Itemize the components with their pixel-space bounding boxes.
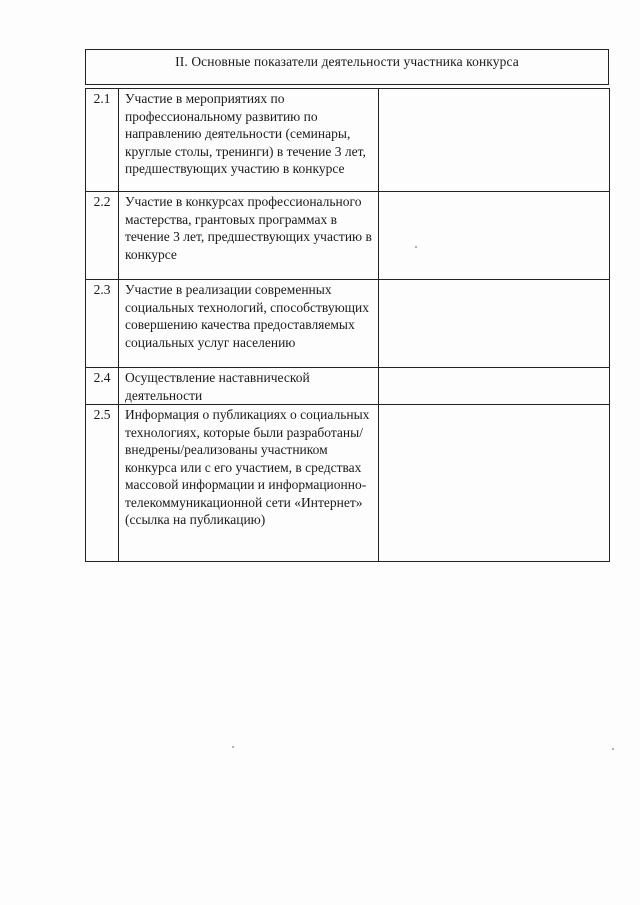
row-number: 2.5 xyxy=(86,405,119,562)
row-description: Участие в конкурсах профессионального мастерства, грантовых программах в течение 3 лет, предшествующих участию в конкурсе xyxy=(119,192,379,280)
row-description: Осуществление наставнической деятельности xyxy=(119,368,379,405)
table-row xyxy=(86,89,610,192)
table-row xyxy=(86,192,610,280)
row-number: 2.1 xyxy=(86,89,119,192)
row-number: 2.4 xyxy=(86,368,119,405)
row-value[interactable] xyxy=(379,192,610,280)
scan-speck xyxy=(232,746,234,748)
row-description: Информация о публикациях о социальных технологиях, которые были разработаны/внедрены/реализованы участником конкурса или с его участием, в средствах массовой информации и информационно-телекоммуникационной сети «Интернет» (ссылка на публикацию) xyxy=(119,405,379,562)
row-value[interactable] xyxy=(379,368,610,405)
row-description: Участие в мероприятиях по профессиональному развитию по направлению деятельности (семинары, круглые столы, тренинги) в течение 3 лет, предшествующих участию в конкурсе xyxy=(119,89,379,192)
scan-speck xyxy=(612,748,614,750)
row-number: 2.2 xyxy=(86,192,119,280)
table-row xyxy=(86,368,610,405)
row-description: Участие в реализации современных социальных технологий, способствующих совершению качества предоставляемых социальных услуг населению xyxy=(119,280,379,368)
row-value[interactable] xyxy=(379,89,610,192)
section-title: II. Основные показатели деятельности участника конкурса xyxy=(85,49,609,85)
row-number: 2.3 xyxy=(86,280,119,368)
row-value[interactable] xyxy=(379,405,610,562)
scan-speck xyxy=(415,246,417,248)
table-row xyxy=(86,405,610,562)
indicators-table xyxy=(85,88,610,562)
row-value[interactable] xyxy=(379,280,610,368)
table-row xyxy=(86,280,610,368)
